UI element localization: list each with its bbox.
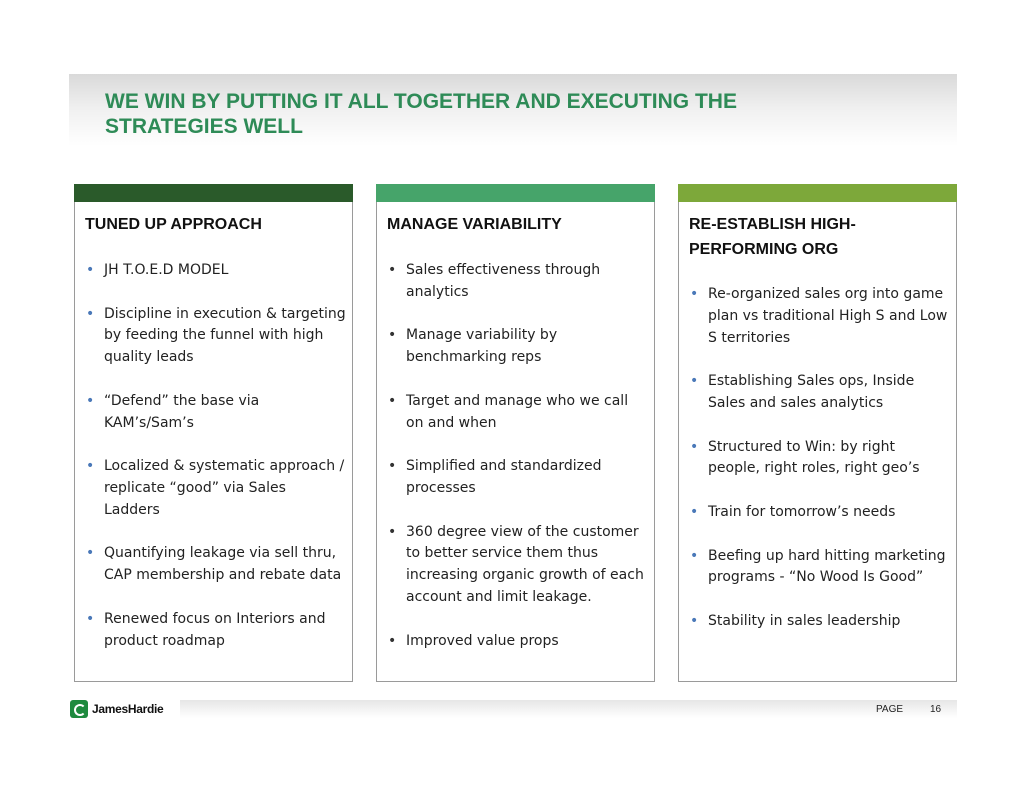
slide-title xyxy=(105,89,737,139)
bullet-item: • Simplified and standardized processes xyxy=(387,456,648,500)
bullet-list xyxy=(689,284,950,655)
bullet-item: • Renewed focus on Interiors and product roadmap xyxy=(85,609,346,653)
column-color-bar xyxy=(74,184,353,202)
bullet-item: • 360 degree view of the customer to better service them thus increasing organic growth of each account and limit leakage. xyxy=(387,522,648,609)
column-heading: TUNED UP APPROACH xyxy=(85,216,262,233)
column-manage-variability xyxy=(376,184,655,682)
page-number: 16 xyxy=(930,704,942,715)
james-hardie-logo-icon xyxy=(70,700,88,718)
bullet-item: • Re-organized sales org into game plan vs traditional High S and Low S territories xyxy=(689,284,950,349)
bullet-item: • Manage variability by benchmarking reps xyxy=(387,325,648,369)
column-tuned-up-approach xyxy=(74,184,353,682)
column-color-bar xyxy=(376,184,655,202)
column-heading: MANAGE VARIABILITY xyxy=(387,216,562,233)
column-color-bar xyxy=(678,184,957,202)
column-heading: RE-ESTABLISH HIGH-PERFORMING ORG xyxy=(689,216,856,258)
bullet-list xyxy=(85,260,346,674)
company-logo xyxy=(70,700,163,718)
bullet-item: • Target and manage who we call on and when xyxy=(387,391,648,435)
bullet-item: • Structured to Win: by right people, right roles, right geo’s xyxy=(689,437,950,481)
bullet-item: • “Defend” the base via KAM’s/Sam’s xyxy=(85,391,346,435)
bullet-item: • Beefing up hard hitting marketing programs - “No Wood Is Good” xyxy=(689,546,950,590)
bullet-item: • Improved value props xyxy=(387,631,648,653)
slide-title-line-1: WE WIN BY PUTTING IT ALL TOGETHER AND EXECUTING THE xyxy=(105,90,737,113)
page-label: PAGE xyxy=(876,704,904,715)
bullet-item: • Sales effectiveness through analytics xyxy=(387,260,648,304)
bullet-list xyxy=(387,260,648,674)
column-re-establish-org xyxy=(678,184,957,682)
slide-title-line-2: STRATEGIES WELL xyxy=(105,115,303,138)
bullet-item: • JH T.O.E.D MODEL xyxy=(85,260,346,282)
bullet-item: • Localized & systematic approach / replicate “good” via Sales Ladders xyxy=(85,456,346,521)
bullet-item: • Quantifying leakage via sell thru, CAP membership and rebate data xyxy=(85,543,346,587)
bullet-item: • Train for tomorrow’s needs xyxy=(689,502,950,524)
logo-text: JamesHardie xyxy=(92,702,164,716)
bullet-item: • Discipline in execution & targeting by feeding the funnel with high quality leads xyxy=(85,304,346,369)
bullet-item: • Stability in sales leadership xyxy=(689,611,950,633)
bullet-item: • Establishing Sales ops, Inside Sales and sales analytics xyxy=(689,371,950,415)
footer-band xyxy=(180,700,957,718)
